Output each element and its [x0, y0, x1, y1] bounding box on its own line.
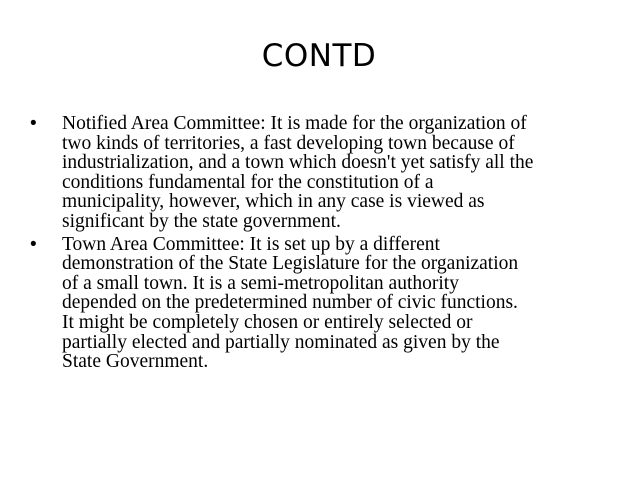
bullet-text-line: significant by the state government.	[62, 210, 341, 232]
bullet-text-line: depended on the predetermined number of civic functions.	[62, 292, 518, 314]
bullet-item-notified-area-committee	[30, 114, 622, 232]
bullet-text-line: two kinds of territories, a fast developing town because of	[62, 132, 515, 154]
bullet-text-line: demonstration of the State Legislature for the organization	[62, 253, 519, 275]
bullet-text-line: It might be completely chosen or entirely selected or	[62, 311, 473, 333]
bullet-list	[30, 114, 622, 372]
bullet-text-line: Notified Area Committee: It is made for the organization of	[62, 113, 527, 134]
bullet-text-line: municipality, however, which in any case is viewed as	[62, 191, 485, 213]
bullet-item-town-area-committee	[30, 235, 622, 372]
bullet-text-line: Town Area Committee: It is set up by a different	[62, 233, 440, 255]
slide-title: CONTD	[261, 38, 377, 74]
bullet-icon: •	[30, 233, 37, 255]
bullet-text-line: partially elected and partially nominated as given by the	[62, 331, 500, 353]
bullet-text-line: of a small town. It is a semi-metropolitan authority	[62, 272, 459, 294]
bullet-text-line: industrialization, and a town which doesn't yet satisfy all the	[62, 152, 534, 174]
bullet-text-line: State Government.	[62, 351, 209, 373]
bullet-text-line: conditions fundamental for the constitution of a	[62, 171, 434, 193]
bullet-icon: •	[30, 113, 37, 134]
